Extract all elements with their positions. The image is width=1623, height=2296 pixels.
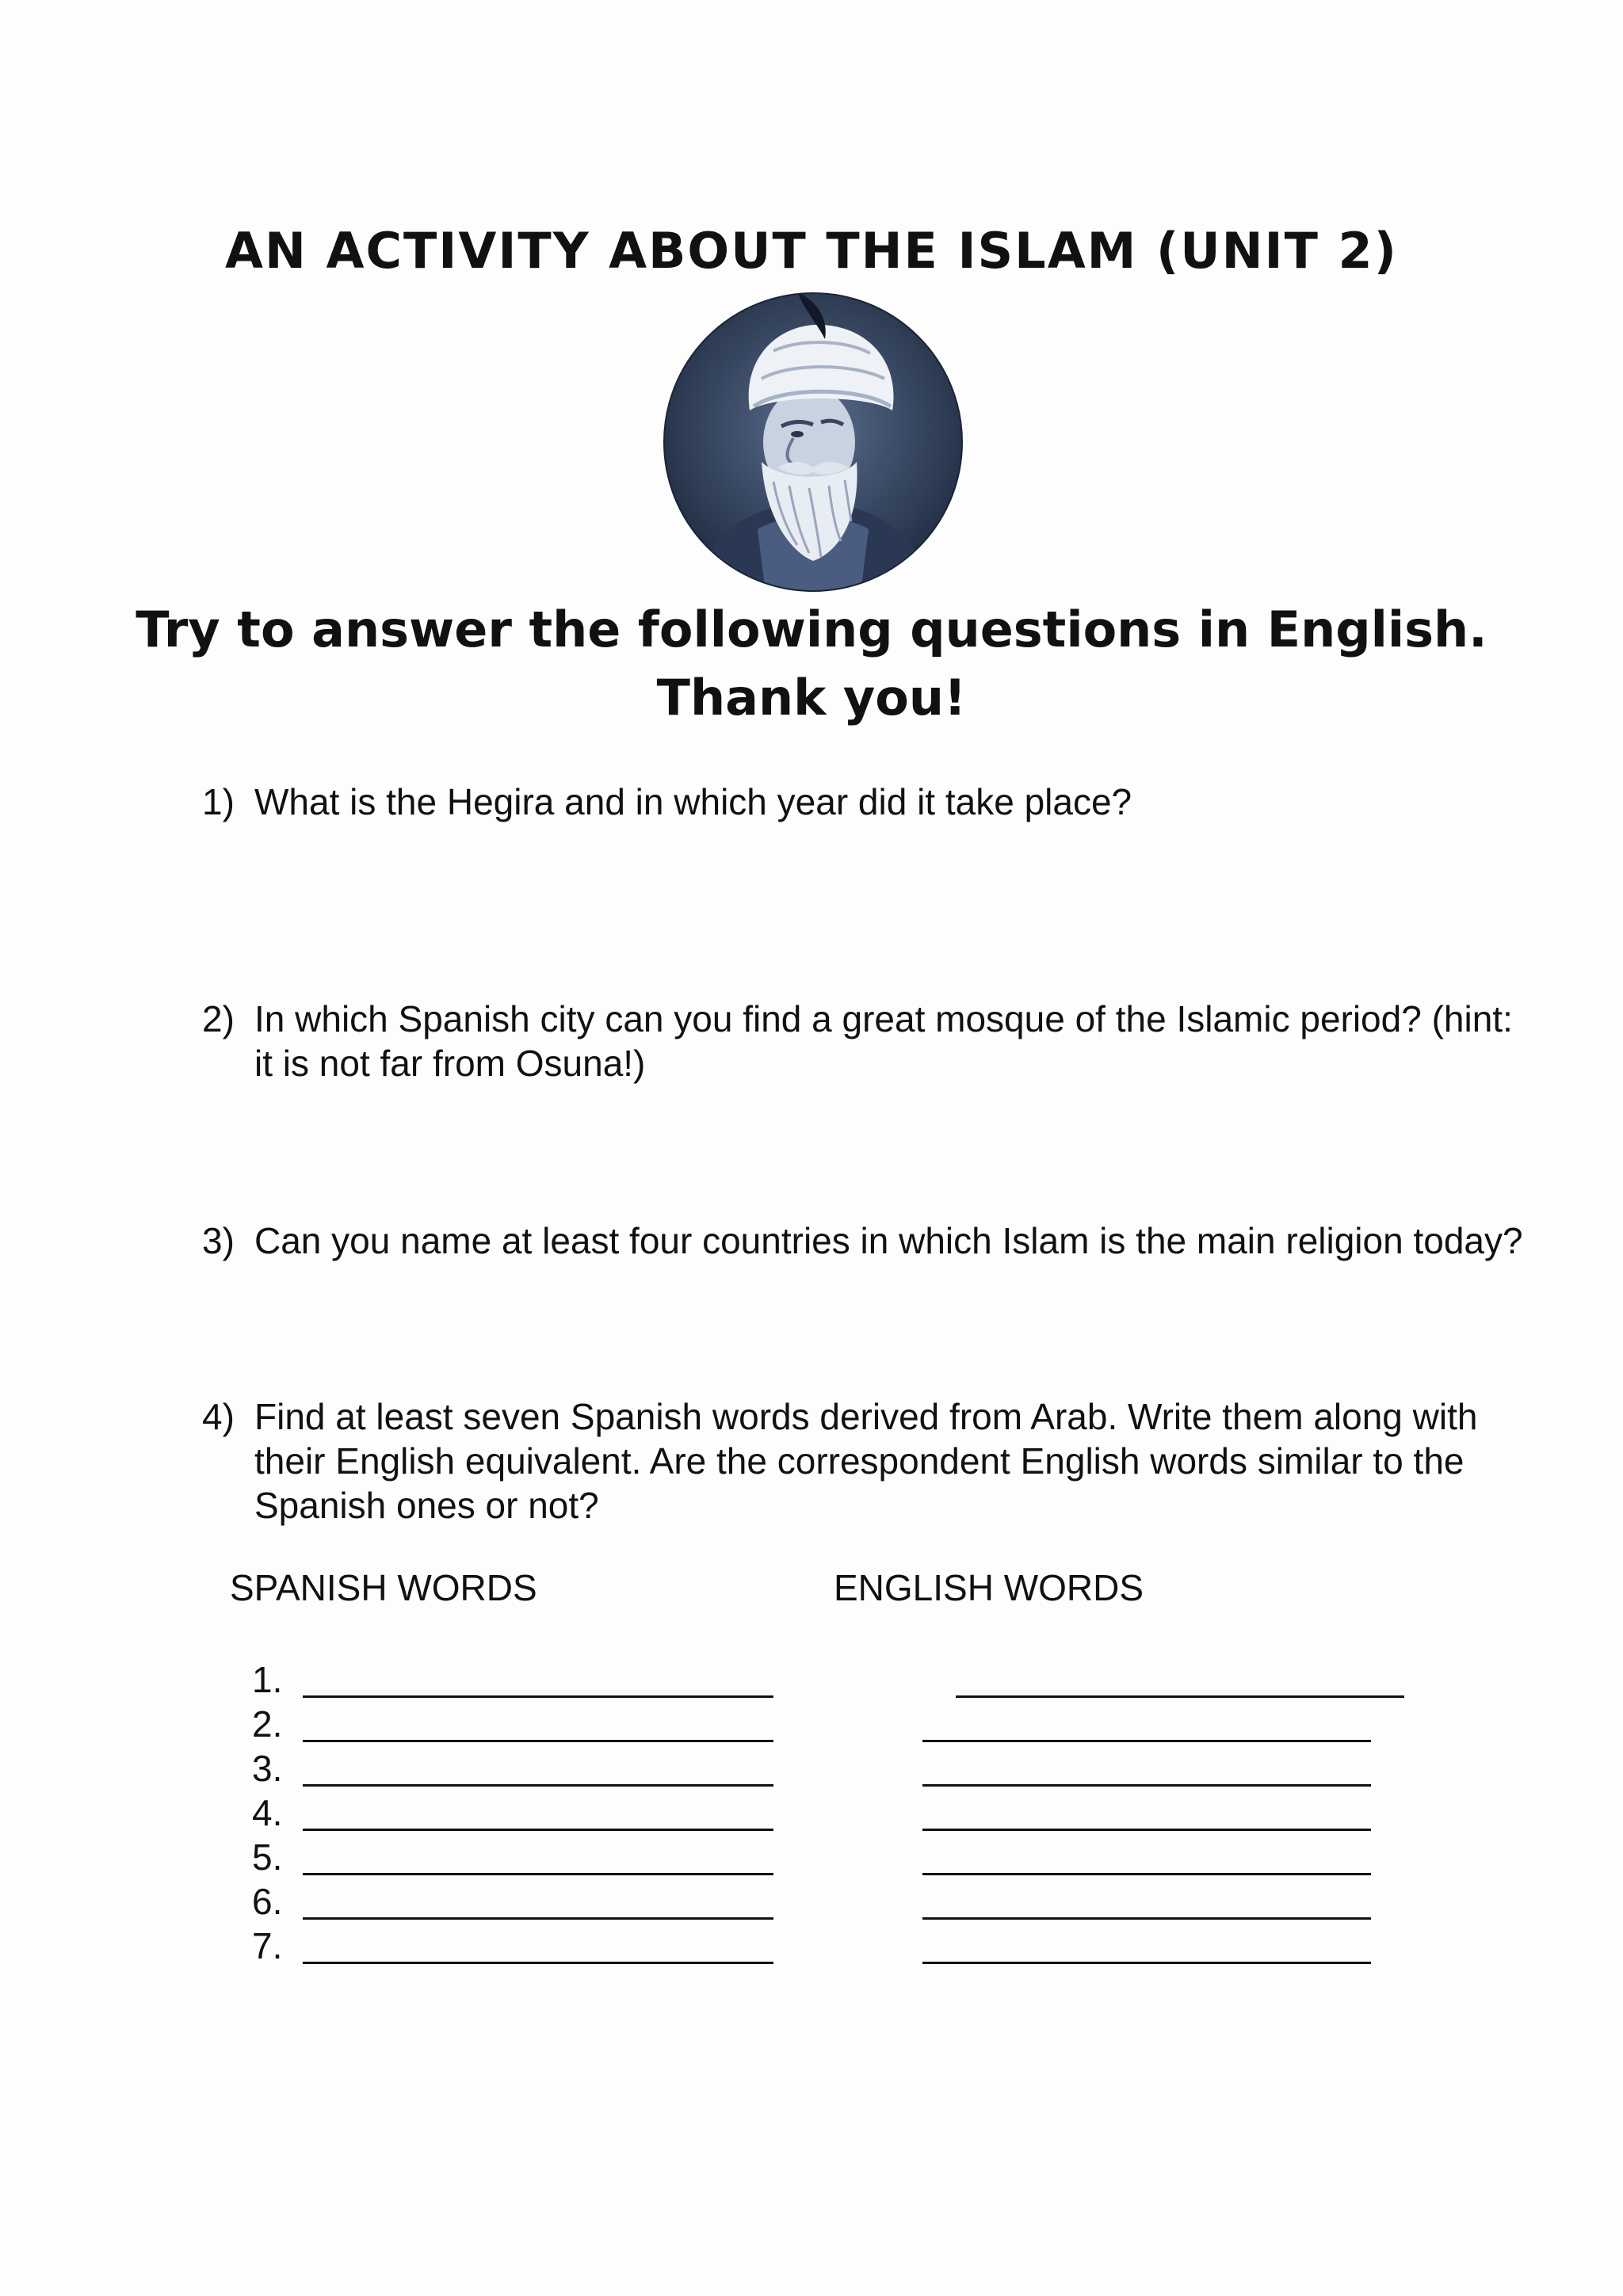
question-number: 3) — [202, 1220, 235, 1261]
question-text: Can you name at least four countries in which Islam is the main religion today? — [254, 1220, 1523, 1261]
english-answer-line-1[interactable] — [956, 1695, 1404, 1698]
english-words-header: ENGLISH WORDS — [834, 1567, 1144, 1608]
question-number: 4) — [202, 1396, 235, 1437]
turbaned-man-portrait-icon — [663, 292, 964, 593]
spanish-answer-line-5[interactable] — [303, 1873, 773, 1875]
row-number: 1. — [252, 1659, 283, 1700]
question-4 — [202, 1394, 1538, 1527]
instructions — [0, 596, 1623, 732]
spanish-answer-line-4[interactable] — [303, 1829, 773, 1831]
question-2 — [202, 997, 1538, 1085]
spanish-answer-line-2[interactable] — [303, 1740, 773, 1742]
spanish-answer-line-6[interactable] — [303, 1917, 773, 1920]
english-answer-line-5[interactable] — [922, 1873, 1371, 1875]
row-number: 6. — [252, 1881, 283, 1922]
instructions-line-2: Thank you! — [656, 669, 967, 727]
row-number: 2. — [252, 1703, 283, 1745]
question-3 — [202, 1219, 1538, 1263]
english-answer-line-2[interactable] — [922, 1740, 1371, 1742]
spanish-answer-line-7[interactable] — [303, 1962, 773, 1964]
english-answer-line-6[interactable] — [922, 1917, 1371, 1920]
page-title: AN ACTIVITY ABOUT THE ISLAM (UNIT 2) — [225, 222, 1398, 280]
question-text: What is the Hegira and in which year did it take place? — [254, 781, 1132, 822]
row-number: 5. — [252, 1836, 283, 1878]
english-answer-line-4[interactable] — [922, 1829, 1371, 1831]
row-number: 7. — [252, 1925, 283, 1966]
question-1 — [202, 780, 1538, 824]
question-number: 1) — [202, 781, 235, 822]
question-text: Find at least seven Spanish words derived from Arab. Write them along with their English equivalent. Are the correspondent English words similar to the Spanish ones or not? — [254, 1396, 1478, 1526]
row-number: 4. — [252, 1792, 283, 1833]
question-text: In which Spanish city can you find a great mosque of the Islamic period? (hint: it is not far from Osuna!) — [254, 998, 1513, 1084]
question-number: 2) — [202, 998, 235, 1039]
row-number: 3. — [252, 1748, 283, 1789]
english-answer-line-3[interactable] — [922, 1784, 1371, 1787]
spanish-answer-line-1[interactable] — [303, 1695, 773, 1698]
english-answer-line-7[interactable] — [922, 1962, 1371, 1964]
spanish-answer-line-3[interactable] — [303, 1784, 773, 1787]
spanish-words-header: SPANISH WORDS — [230, 1567, 537, 1608]
instructions-line-1: Try to answer the following questions in English. — [136, 601, 1487, 658]
